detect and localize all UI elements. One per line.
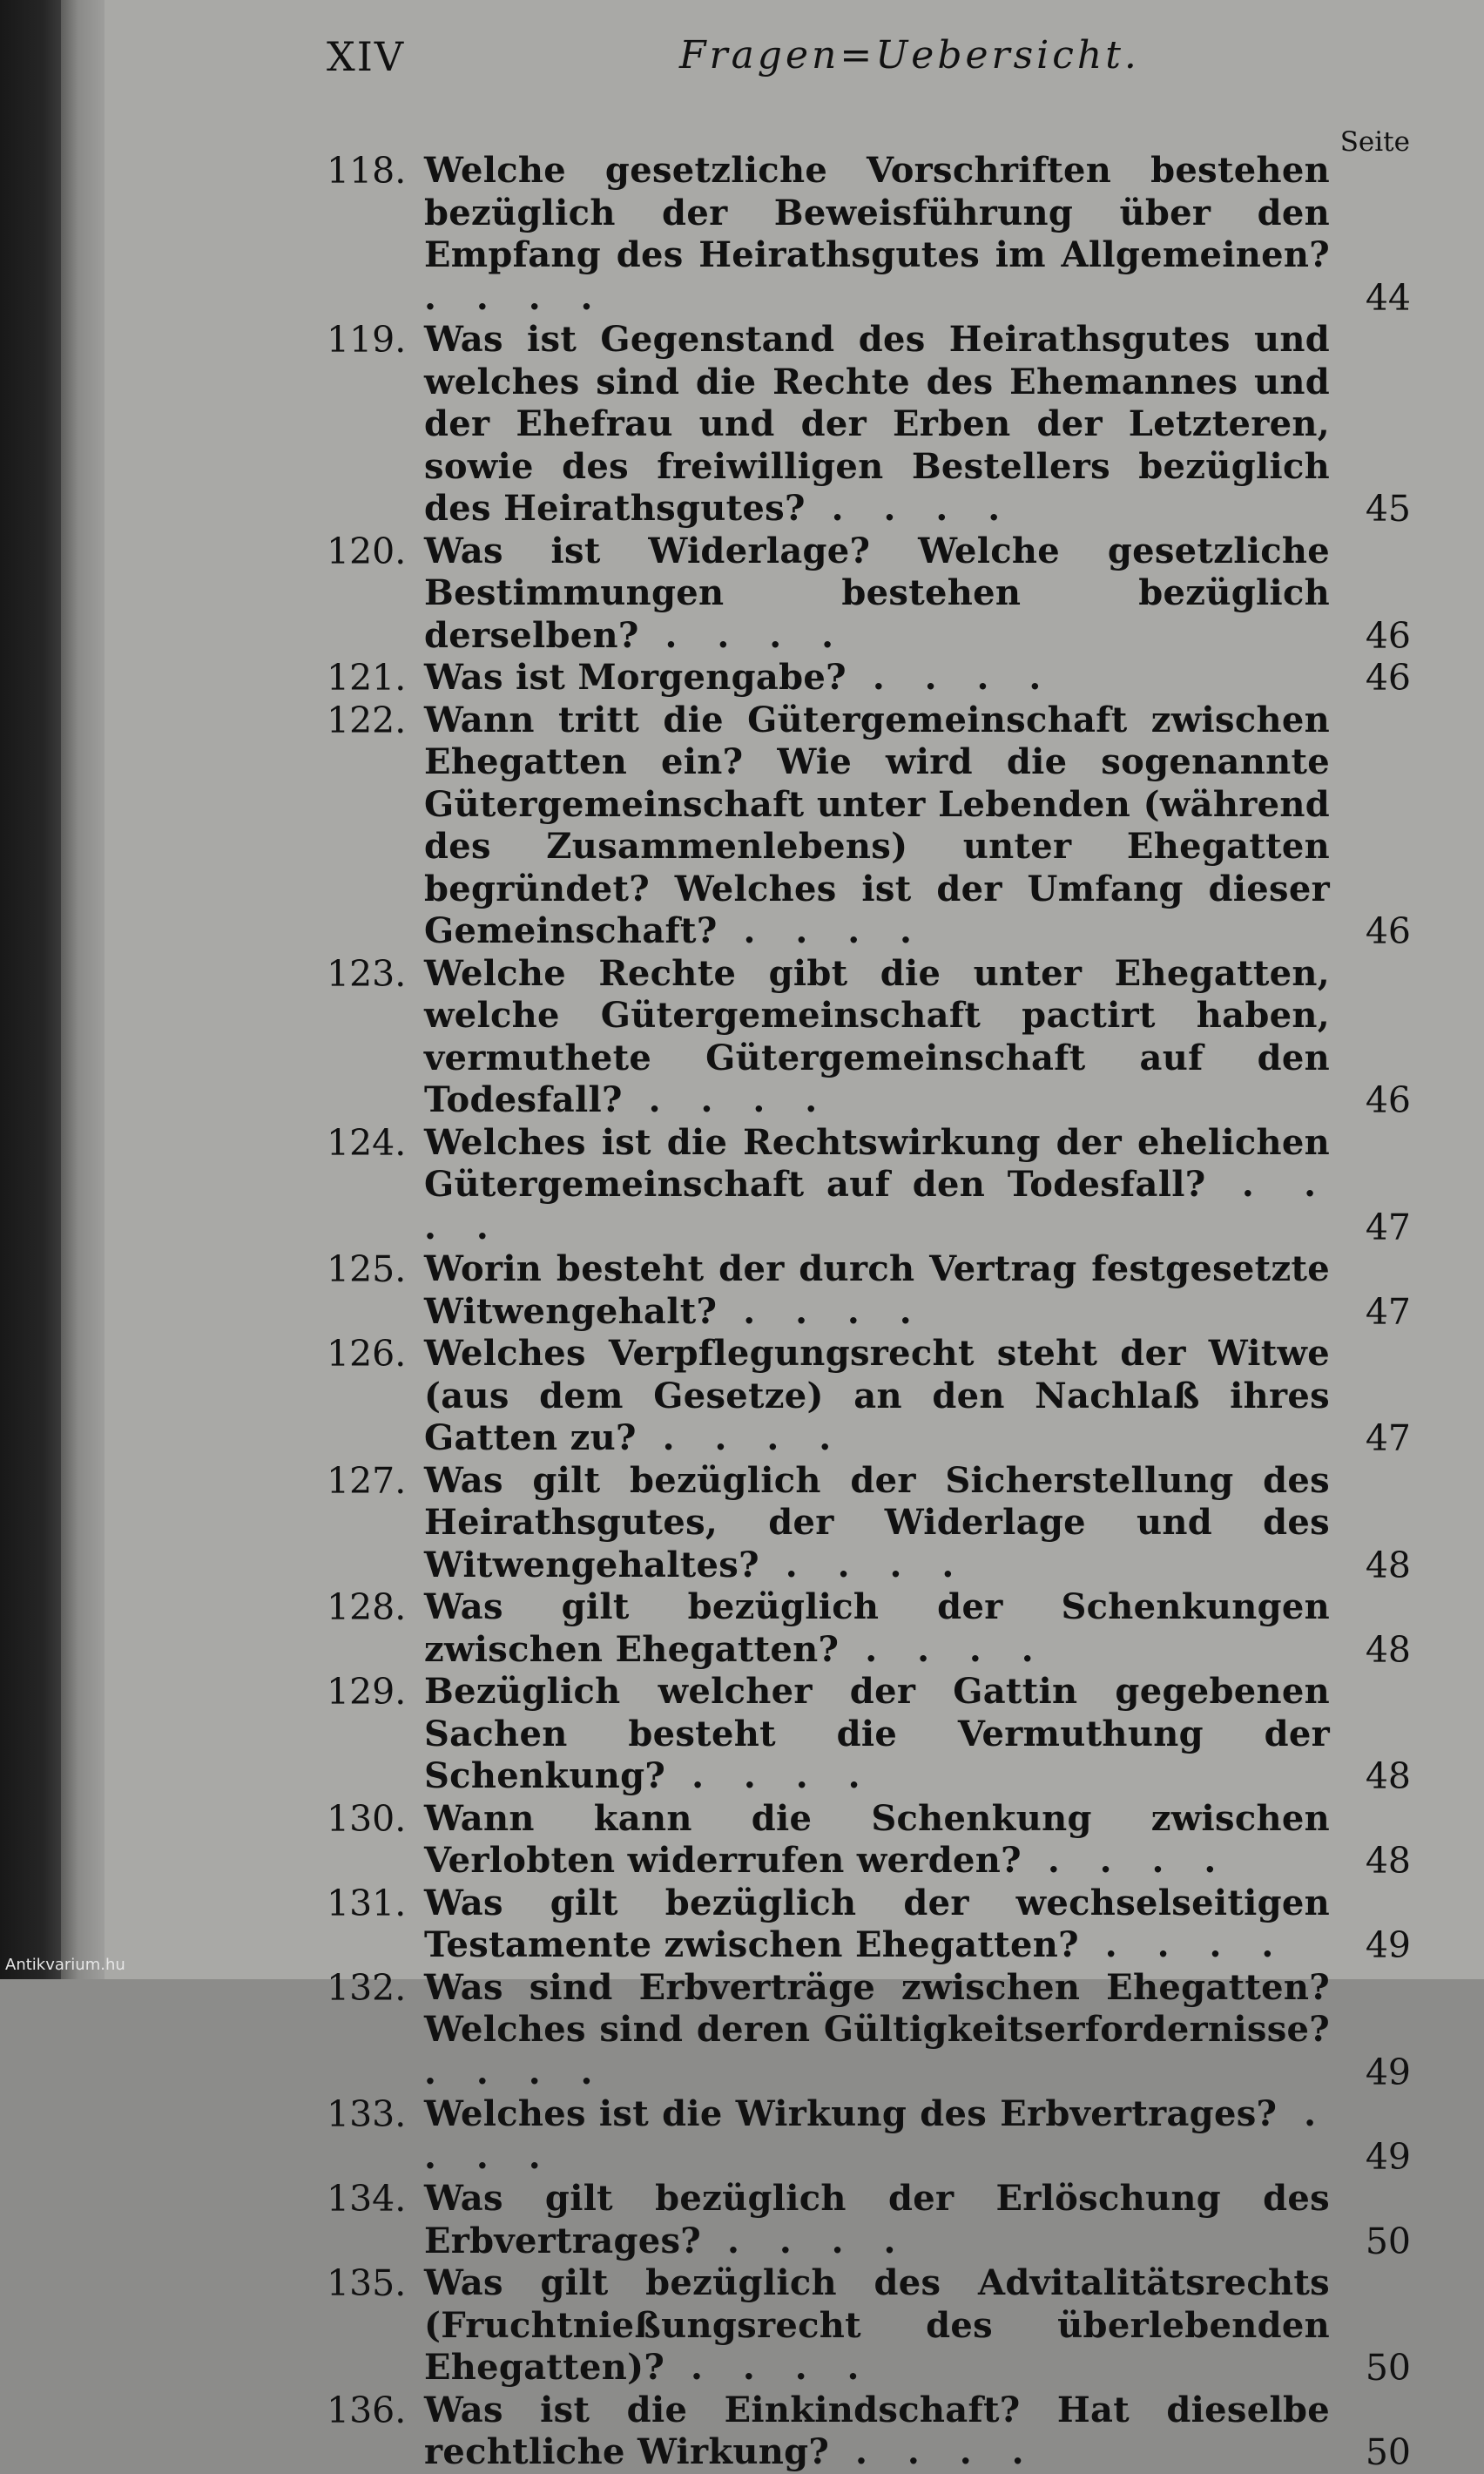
toc-entry bbox=[327, 1248, 1411, 1333]
page-number: 48 bbox=[1365, 1628, 1411, 1671]
toc-entry bbox=[327, 700, 1411, 953]
leader-dots: . . . . bbox=[424, 2051, 607, 2092]
toc-entry bbox=[327, 1460, 1411, 1587]
leader-dots: . . . . bbox=[636, 1417, 846, 1458]
question-number: 128. bbox=[327, 1586, 407, 1628]
question-text: Was gilt bezüglich der Schenkungen zwischen Ehegatten? . . . . bbox=[424, 1586, 1330, 1670]
toc-entry bbox=[327, 1798, 1411, 1883]
toc-entry bbox=[327, 531, 1411, 658]
toc-entry bbox=[327, 1333, 1411, 1460]
toc-entry bbox=[327, 1883, 1411, 1967]
page-number: 48 bbox=[1365, 1544, 1411, 1586]
leader-dots: . . . . bbox=[805, 488, 1015, 529]
leader-dots: . . . . bbox=[839, 1628, 1048, 1670]
leader-dots: . . . . bbox=[829, 2431, 1038, 2472]
question-text: Was ist Widerlage? Welche gesetzliche Bestimmungen bestehen bezüglich derselben? . . . . bbox=[424, 530, 1330, 656]
page-number: 47 bbox=[1365, 1417, 1411, 1459]
question-text: Was gilt bezüglich der wechselseitigen Testamente zwischen Ehegatten? . . . . bbox=[424, 1882, 1330, 1965]
question-list bbox=[327, 150, 1411, 2474]
toc-entry bbox=[327, 150, 1411, 319]
question-number: 127. bbox=[327, 1459, 407, 1502]
page-number: 44 bbox=[1365, 276, 1411, 319]
question-text: Was sind Erbverträge zwischen Ehegatten? Welches sind deren Gültigkeitserfordernisse? . . . . bbox=[424, 1966, 1330, 2092]
question-number: 124. bbox=[327, 1121, 407, 1164]
page-header bbox=[327, 33, 1332, 94]
question-number: 119. bbox=[327, 319, 407, 361]
question-number: 125. bbox=[327, 1248, 407, 1290]
question-number: 136. bbox=[327, 2389, 407, 2431]
question-number: 134. bbox=[327, 2178, 407, 2220]
leader-dots: . . . . bbox=[1021, 1840, 1231, 1881]
page-number: 49 bbox=[1365, 2135, 1411, 2178]
toc-entry bbox=[327, 1967, 1411, 2094]
leader-dots: . . . . bbox=[424, 2093, 1330, 2177]
leader-dots: . . . . bbox=[717, 1290, 926, 1332]
watermark: Antikvarium.hu bbox=[5, 1956, 125, 1974]
page-folio: XIV bbox=[327, 33, 406, 80]
question-text: Welche gesetzliche Vorschriften bestehen bezüglich der Beweisführung über den Empfang des Heirathsgutes im Allgemeinen? . . . . bbox=[424, 150, 1330, 318]
toc-entry bbox=[327, 2093, 1411, 2178]
question-text: Was gilt bezüglich der Erlöschung des Erbvertrages? . . . . bbox=[424, 2178, 1330, 2261]
leader-dots: . . . . bbox=[622, 1079, 832, 1120]
toc-entry bbox=[327, 2262, 1411, 2390]
toc-entry bbox=[327, 953, 1411, 1122]
book-spine bbox=[0, 0, 61, 1979]
question-text: Wann tritt die Gütergemeinschaft zwischen Ehegatten ein? Wie wird die sogenannte Gütergemeinschaft unter Lebenden (während des Zusammenlebens) unter Ehegatten begründet? Welches ist der Umfang dieser Gemeinschaft? . . . . bbox=[424, 699, 1330, 951]
toc-entry bbox=[327, 1671, 1411, 1798]
question-text: Was ist die Einkindschaft? Hat dieselbe rechtliche Wirkung? . . . . bbox=[424, 2389, 1330, 2472]
toc-entry bbox=[327, 2178, 1411, 2262]
question-text: Welches ist die Rechtswirkung der ehelichen Gütergemeinschaft auf den Todesfall? . . . . bbox=[424, 1121, 1330, 1247]
question-number: 129. bbox=[327, 1671, 407, 1713]
leader-dots: . . . . bbox=[1078, 1924, 1288, 1965]
question-number: 133. bbox=[327, 2093, 407, 2135]
page-number: 45 bbox=[1365, 488, 1411, 530]
page-number: 49 bbox=[1365, 1924, 1411, 1966]
question-text: Was ist Morgengabe? . . . . bbox=[424, 657, 1056, 698]
page-number: 50 bbox=[1365, 2347, 1411, 2389]
toc-entry bbox=[327, 657, 1411, 700]
leader-dots: . . . . bbox=[638, 614, 847, 656]
question-text: Was gilt bezüglich der Sicherstellung des Heirathsgutes, der Widerlage und des Witwengehaltes? . . . . bbox=[424, 1459, 1330, 1585]
toc-entry bbox=[327, 2390, 1411, 2474]
leader-dots: . . . . bbox=[759, 1544, 968, 1585]
leader-dots: . . . . bbox=[424, 276, 607, 318]
page-number: 48 bbox=[1365, 1755, 1411, 1797]
toc-entry bbox=[327, 1586, 1411, 1671]
question-number: 130. bbox=[327, 1797, 407, 1840]
page-number: 46 bbox=[1365, 657, 1411, 699]
page-column-label: Seite bbox=[1339, 126, 1410, 158]
page-edge bbox=[61, 0, 105, 1979]
leader-dots: . . . . bbox=[664, 2347, 874, 2388]
toc-entry bbox=[327, 1122, 1411, 1249]
page-number: 47 bbox=[1365, 1206, 1411, 1248]
page-number: 50 bbox=[1365, 2220, 1411, 2262]
question-number: 123. bbox=[327, 952, 407, 995]
page-number: 48 bbox=[1365, 1840, 1411, 1882]
page-number: 50 bbox=[1365, 2431, 1411, 2473]
question-text: Welche Rechte gibt die unter Ehegatten, welche Gütergemeinschaft pactirt haben, vermuthete Gütergemeinschaft auf den Todesfall? . . . . bbox=[424, 952, 1330, 1120]
question-number: 131. bbox=[327, 1882, 407, 1924]
leader-dots: . . . . bbox=[701, 2220, 910, 2261]
toc-entry bbox=[327, 319, 1411, 531]
question-text: Wann kann die Schenkung zwischen Verlobten widerrufen werden? . . . . bbox=[424, 1797, 1330, 1881]
running-title: Fragen=Uebersicht. bbox=[679, 33, 1140, 78]
leader-dots: . . . . bbox=[846, 657, 1056, 698]
question-number: 121. bbox=[327, 657, 407, 699]
question-number: 118. bbox=[327, 150, 407, 192]
question-text: Was gilt bezüglich des Advitalitätsrechts (Fruchtnießungsrecht des überlebenden Ehegatten)? . . . . bbox=[424, 2262, 1330, 2388]
page-number: 46 bbox=[1365, 614, 1411, 657]
page-number: 49 bbox=[1365, 2051, 1411, 2093]
question-text: Bezüglich welcher der Gattin gegebenen Sachen besteht die Vermuthung der Schenkung? . . . . bbox=[424, 1671, 1330, 1796]
question-text: Welches Verpflegungsrecht steht der Witwe (aus dem Gesetze) an den Nachlaß ihres Gatten zu? . . . . bbox=[424, 1333, 1330, 1458]
page-number: 46 bbox=[1365, 1079, 1411, 1121]
page-number: 47 bbox=[1365, 1290, 1411, 1333]
question-number: 122. bbox=[327, 699, 407, 741]
question-text: Welches ist die Wirkung des Erbvertrages? . . . . bbox=[424, 2093, 1330, 2177]
question-number: 135. bbox=[327, 2262, 407, 2304]
question-text: Was ist Gegenstand des Heirathsgutes und welches sind die Rechte des Ehemannes und der Ehefrau und der Erben der Letzteren, sowie des freiwilligen Bestellers bezüglich des Heirathsgutes? . . . . bbox=[424, 319, 1330, 529]
page-number: 46 bbox=[1365, 910, 1411, 952]
leader-dots: . . . . bbox=[665, 1755, 874, 1796]
question-number: 120. bbox=[327, 530, 407, 572]
leader-dots: . . . . bbox=[717, 910, 926, 951]
question-number: 132. bbox=[327, 1966, 407, 2009]
leader-dots: . . . . bbox=[424, 1164, 1330, 1247]
question-number: 126. bbox=[327, 1333, 407, 1375]
question-text: Worin besteht der durch Vertrag festgesetzte Witwengehalt? . . . . bbox=[424, 1248, 1330, 1332]
